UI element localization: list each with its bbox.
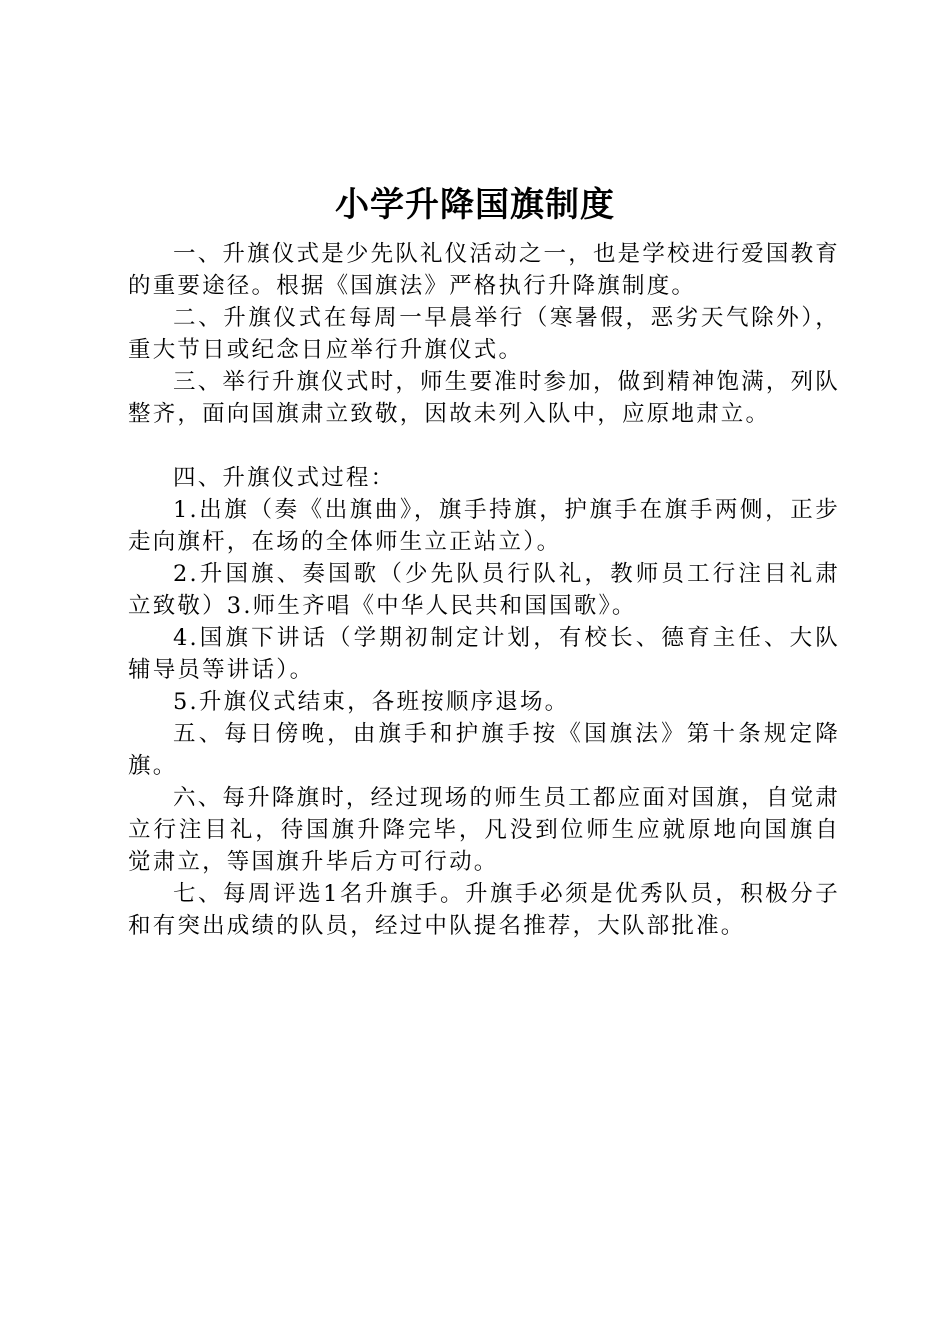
- paragraph-6: 六、每升降旗时，经过现场的师生员工都应面对国旗，自觉肃立行注目礼，待国旗升降完毕，凡没到位师生应就原地向国旗自觉肃立，等国旗升毕后方可行动。: [128, 785, 840, 875]
- paragraph-4-item-5: 5.升旗仪式结束，各班按顺序退场。: [173, 689, 570, 715]
- document-body: [128, 238, 840, 942]
- paragraph-spacer: [128, 430, 840, 462]
- paragraph-4-item-1: 1.出旗（奏《出旗曲》，旗手持旗，护旗手在旗手两侧，正步走向旗杆，在场的全体师生立正站立）。: [128, 497, 840, 555]
- paragraph-7: 七、每周评选1名升旗手。升旗手必须是优秀队员，积极分子和有突出成绩的队员，经过中队提名推荐，大队部批准。: [128, 881, 840, 939]
- paragraph-4-item-4: 4.国旗下讲话（学期初制定计划，有校长、德育主任、大队辅导员等讲话）。: [128, 625, 840, 683]
- paragraph-2: 二、升旗仪式在每周一早晨举行（寒暑假，恶劣天气除外），重大节日或纪念日应举行升旗仪式。: [128, 305, 840, 363]
- document-title: 小学升降国旗制度: [335, 185, 615, 225]
- paragraph-3: 三、举行升旗仪式时，师生要准时参加，做到精神饱满，列队整齐，面向国旗肃立致敬，因故未列入队中，应原地肃立。: [128, 369, 840, 427]
- paragraph-5: 五、每日傍晚，由旗手和护旗手按《国旗法》第十条规定降旗。: [128, 721, 840, 779]
- paragraph-4: 四、升旗仪式过程：: [173, 465, 396, 491]
- paragraph-1: 一、升旗仪式是少先队礼仪活动之一，也是学校进行爱国教育的重要途径。根据《国旗法》严格执行升降旗制度。: [128, 241, 840, 299]
- paragraph-4-item-2: 2.升国旗、奏国歌（少先队员行队礼，教师员工行注目礼肃立致敬）3.师生齐唱《中华人民共和国国歌》。: [128, 561, 840, 619]
